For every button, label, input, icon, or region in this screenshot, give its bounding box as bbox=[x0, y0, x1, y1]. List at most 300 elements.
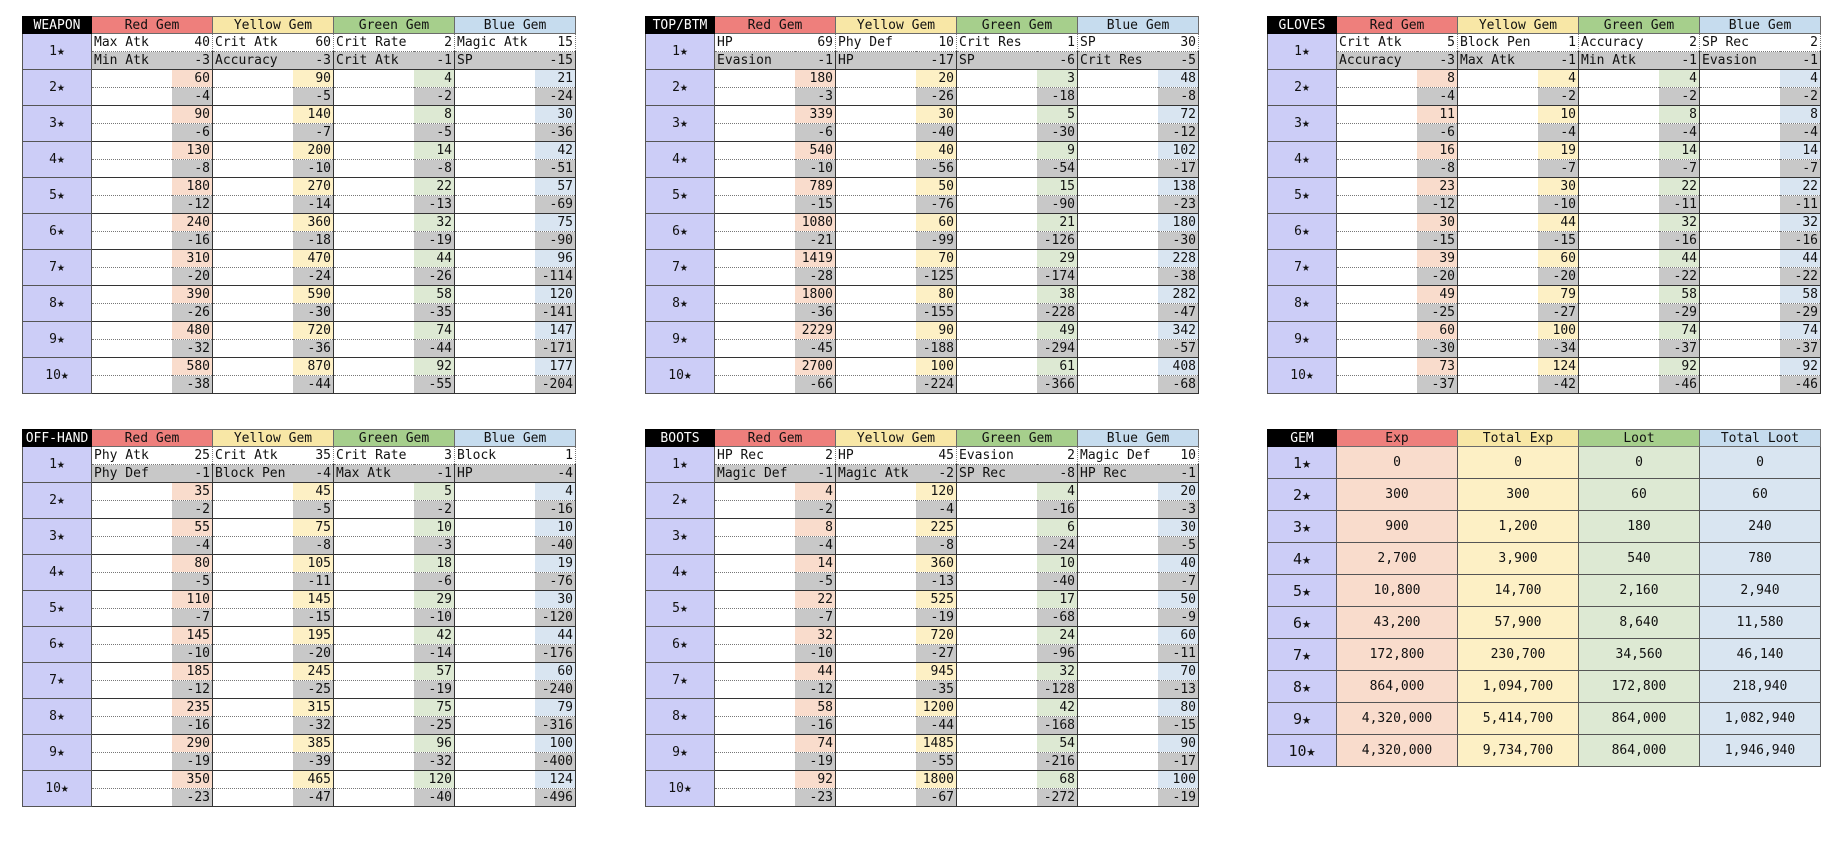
stat-name bbox=[1700, 124, 1780, 142]
stat-name bbox=[455, 178, 535, 196]
stat-penalty-value: -46 bbox=[1659, 376, 1700, 394]
stat-penalty-value: -21 bbox=[795, 232, 836, 250]
stat-name bbox=[715, 627, 795, 645]
stat-penalty-value: -8 bbox=[172, 160, 213, 178]
stat-penalty-value: -11 bbox=[1780, 196, 1821, 214]
stat-name bbox=[455, 250, 535, 268]
gem-value-cell: 300 bbox=[1337, 479, 1458, 511]
stat-name bbox=[1579, 196, 1659, 214]
stat-name: Min Atk bbox=[92, 52, 172, 70]
stat-bonus-value: 17 bbox=[1037, 591, 1078, 609]
stat-penalty-value: -19 bbox=[795, 753, 836, 771]
stat-name bbox=[957, 771, 1037, 789]
stat-bonus-value: 2 bbox=[1037, 447, 1078, 465]
stat-name bbox=[715, 519, 795, 537]
stat-name bbox=[455, 699, 535, 717]
stat-name bbox=[92, 699, 172, 717]
stat-name bbox=[455, 663, 535, 681]
table-row bbox=[23, 555, 576, 573]
stat-name bbox=[957, 627, 1037, 645]
stat-penalty-value: -5 bbox=[293, 88, 334, 106]
stat-name bbox=[715, 663, 795, 681]
table-row bbox=[1268, 671, 1821, 703]
stat-name bbox=[836, 591, 916, 609]
stat-name: HP Rec bbox=[1078, 465, 1158, 483]
stat-name bbox=[1337, 214, 1417, 232]
stat-penalty-value: -26 bbox=[916, 88, 957, 106]
gem-value-cell: 218,940 bbox=[1700, 671, 1821, 703]
stat-name bbox=[213, 699, 293, 717]
stat-penalty-value: -4 bbox=[795, 537, 836, 555]
stat-bonus-value: 79 bbox=[535, 699, 576, 717]
stat-name bbox=[1078, 178, 1158, 196]
gem-color-header: Green Gem bbox=[334, 430, 455, 447]
stat-penalty-value: -18 bbox=[1037, 88, 1078, 106]
stat-name bbox=[213, 322, 293, 340]
table-row bbox=[23, 142, 576, 160]
stat-name bbox=[455, 573, 535, 591]
stat-penalty-value: -216 bbox=[1037, 753, 1078, 771]
stat-penalty-value: -47 bbox=[1158, 304, 1199, 322]
star-level-label: 1★ bbox=[23, 34, 92, 70]
stat-name bbox=[1700, 88, 1780, 106]
stat-name bbox=[1337, 268, 1417, 286]
stat-name bbox=[92, 771, 172, 789]
stat-name bbox=[92, 106, 172, 124]
stat-name bbox=[92, 681, 172, 699]
stat-penalty-value: -17 bbox=[916, 52, 957, 70]
stat-name bbox=[1337, 142, 1417, 160]
star-level-label: 8★ bbox=[23, 699, 92, 735]
stat-bonus-value: 147 bbox=[535, 322, 576, 340]
gem-value-cell: 14,700 bbox=[1458, 575, 1579, 607]
stat-name bbox=[213, 717, 293, 735]
stat-name bbox=[836, 124, 916, 142]
table-row bbox=[646, 358, 1199, 376]
stat-name bbox=[715, 753, 795, 771]
table-row bbox=[23, 52, 576, 70]
table-row bbox=[1268, 196, 1821, 214]
gem-value-cell: 0 bbox=[1337, 447, 1458, 479]
stat-bonus-value: 60 bbox=[172, 70, 213, 88]
stat-penalty-value: -42 bbox=[1538, 376, 1579, 394]
stat-name bbox=[334, 519, 414, 537]
stat-name bbox=[92, 214, 172, 232]
gem-color-header: Yellow Gem bbox=[1458, 17, 1579, 34]
stat-name bbox=[836, 645, 916, 663]
stat-penalty-value: -4 bbox=[1538, 124, 1579, 142]
stat-penalty-value: -1 bbox=[1538, 52, 1579, 70]
stat-penalty-value: -40 bbox=[535, 537, 576, 555]
table-row bbox=[646, 717, 1199, 735]
gem-value-cell: 57,900 bbox=[1458, 607, 1579, 639]
stat-bonus-value: 390 bbox=[172, 286, 213, 304]
stat-name bbox=[957, 124, 1037, 142]
table-row bbox=[646, 52, 1199, 70]
gem-value-cell: 1,094,700 bbox=[1458, 671, 1579, 703]
stat-bonus-value: 44 bbox=[535, 627, 576, 645]
stat-name bbox=[1078, 627, 1158, 645]
stat-name bbox=[1078, 322, 1158, 340]
stat-penalty-value: -3 bbox=[1417, 52, 1458, 70]
stat-name bbox=[455, 537, 535, 555]
table-row bbox=[23, 106, 576, 124]
stat-name bbox=[455, 519, 535, 537]
star-level-label: 7★ bbox=[23, 663, 92, 699]
stat-bonus-value: 44 bbox=[795, 663, 836, 681]
stat-bonus-value: 42 bbox=[414, 627, 455, 645]
stat-name bbox=[92, 376, 172, 394]
table-row bbox=[646, 573, 1199, 591]
stat-bonus-value: 75 bbox=[535, 214, 576, 232]
stat-name bbox=[455, 483, 535, 501]
gem-value-cell: 900 bbox=[1337, 511, 1458, 543]
table-row bbox=[646, 196, 1199, 214]
stat-bonus-value: 72 bbox=[1158, 106, 1199, 124]
star-level-label: 10★ bbox=[646, 771, 715, 807]
table-row bbox=[1268, 124, 1821, 142]
stat-bonus-value: 21 bbox=[1037, 214, 1078, 232]
stat-bonus-value: 720 bbox=[916, 627, 957, 645]
stat-bonus-value: 22 bbox=[1780, 178, 1821, 196]
stat-bonus-value: 50 bbox=[916, 178, 957, 196]
stat-name bbox=[92, 196, 172, 214]
stat-name bbox=[836, 609, 916, 627]
stat-penalty-value: -16 bbox=[1659, 232, 1700, 250]
stat-name bbox=[213, 250, 293, 268]
table-row bbox=[23, 501, 576, 519]
gem-value-cell: 300 bbox=[1458, 479, 1579, 511]
stat-name bbox=[455, 735, 535, 753]
stat-name bbox=[455, 717, 535, 735]
stat-penalty-value: -12 bbox=[172, 681, 213, 699]
stat-name bbox=[1458, 286, 1538, 304]
stat-name bbox=[334, 753, 414, 771]
stat-penalty-value: -16 bbox=[795, 717, 836, 735]
stat-penalty-value: -28 bbox=[795, 268, 836, 286]
stat-penalty-value: -27 bbox=[916, 645, 957, 663]
gem-table-title: GEM bbox=[1268, 430, 1337, 447]
stat-name: SP bbox=[1078, 34, 1158, 52]
stat-name bbox=[213, 304, 293, 322]
stat-bonus-value: 180 bbox=[1158, 214, 1199, 232]
stat-penalty-value: -29 bbox=[1659, 304, 1700, 322]
stat-bonus-value: 138 bbox=[1158, 178, 1199, 196]
stat-name bbox=[1700, 286, 1780, 304]
stat-name bbox=[1579, 106, 1659, 124]
stat-name bbox=[715, 555, 795, 573]
equip-slot-title: OFF-HAND bbox=[23, 430, 92, 447]
stat-bonus-value: 270 bbox=[293, 178, 334, 196]
stat-name bbox=[1337, 250, 1417, 268]
stat-bonus-value: 32 bbox=[1659, 214, 1700, 232]
table-row bbox=[646, 591, 1199, 609]
stat-penalty-value: -9 bbox=[1158, 609, 1199, 627]
stat-bonus-value: 80 bbox=[1158, 699, 1199, 717]
stat-name bbox=[1078, 753, 1158, 771]
stat-penalty-value: -7 bbox=[1158, 573, 1199, 591]
stat-name bbox=[1337, 124, 1417, 142]
stat-name bbox=[1078, 160, 1158, 178]
stat-bonus-value: 1800 bbox=[916, 771, 957, 789]
stat-name bbox=[957, 196, 1037, 214]
stat-bonus-value: 92 bbox=[795, 771, 836, 789]
star-level-label: 5★ bbox=[1268, 575, 1337, 607]
stat-name bbox=[455, 88, 535, 106]
stat-penalty-value: -96 bbox=[1037, 645, 1078, 663]
stat-name bbox=[334, 555, 414, 573]
stat-bonus-value: 102 bbox=[1158, 142, 1199, 160]
stat-name bbox=[957, 304, 1037, 322]
gem-color-header: Green Gem bbox=[1579, 17, 1700, 34]
table-row bbox=[23, 304, 576, 322]
stat-name bbox=[836, 699, 916, 717]
stat-bonus-value: 185 bbox=[172, 663, 213, 681]
stat-penalty-value: -44 bbox=[414, 340, 455, 358]
stat-bonus-value: 60 bbox=[1158, 627, 1199, 645]
gem-value-cell: 60 bbox=[1700, 479, 1821, 511]
stat-bonus-value: 73 bbox=[1417, 358, 1458, 376]
stat-name bbox=[1458, 322, 1538, 340]
stat-bonus-value: 80 bbox=[172, 555, 213, 573]
stat-bonus-value: 4 bbox=[535, 483, 576, 501]
table-row bbox=[1268, 52, 1821, 70]
stat-bonus-value: 15 bbox=[535, 34, 576, 52]
stat-name bbox=[92, 735, 172, 753]
stat-bonus-value: 1800 bbox=[795, 286, 836, 304]
stat-name bbox=[1078, 106, 1158, 124]
stat-name bbox=[1337, 304, 1417, 322]
stat-name bbox=[92, 663, 172, 681]
stat-bonus-value: 60 bbox=[1417, 322, 1458, 340]
star-level-label: 1★ bbox=[1268, 447, 1337, 479]
stat-bonus-value: 124 bbox=[1538, 358, 1579, 376]
stat-penalty-value: -30 bbox=[1417, 340, 1458, 358]
table-row bbox=[646, 681, 1199, 699]
equip-gem-table bbox=[645, 429, 1199, 807]
stat-name bbox=[92, 555, 172, 573]
stat-penalty-value: -37 bbox=[1659, 340, 1700, 358]
gem-progression-panel bbox=[1267, 429, 1821, 767]
stat-penalty-value: -8 bbox=[1158, 88, 1199, 106]
gem-color-header: Red Gem bbox=[92, 17, 213, 34]
stat-bonus-value: 30 bbox=[916, 106, 957, 124]
stat-penalty-value: -14 bbox=[293, 196, 334, 214]
stat-bonus-value: 480 bbox=[172, 322, 213, 340]
stat-name bbox=[455, 214, 535, 232]
stat-name bbox=[957, 250, 1037, 268]
stat-name bbox=[334, 645, 414, 663]
stat-bonus-value: 70 bbox=[1158, 663, 1199, 681]
stat-bonus-value: 11 bbox=[1417, 106, 1458, 124]
stat-penalty-value: -16 bbox=[1037, 501, 1078, 519]
stat-name bbox=[92, 483, 172, 501]
stat-name bbox=[957, 753, 1037, 771]
stat-name bbox=[92, 286, 172, 304]
table-row bbox=[23, 232, 576, 250]
gem-color-header: Yellow Gem bbox=[836, 430, 957, 447]
gem-value-cell: 240 bbox=[1700, 511, 1821, 543]
stat-bonus-value: 60 bbox=[293, 34, 334, 52]
stat-bonus-value: 870 bbox=[293, 358, 334, 376]
stat-bonus-value: 590 bbox=[293, 286, 334, 304]
stat-name bbox=[334, 286, 414, 304]
stat-name bbox=[455, 627, 535, 645]
stat-penalty-value: -128 bbox=[1037, 681, 1078, 699]
stat-name: Crit Res bbox=[1078, 52, 1158, 70]
table-row bbox=[646, 160, 1199, 178]
stat-name bbox=[1458, 250, 1538, 268]
stat-penalty-value: -16 bbox=[1780, 232, 1821, 250]
table-row bbox=[23, 663, 576, 681]
stat-name: Evasion bbox=[1700, 52, 1780, 70]
stat-name: Crit Atk bbox=[213, 34, 293, 52]
stat-name bbox=[836, 376, 916, 394]
stat-name bbox=[836, 160, 916, 178]
stat-penalty-value: -7 bbox=[1538, 160, 1579, 178]
stat-penalty-value: -12 bbox=[795, 681, 836, 699]
stat-name bbox=[715, 106, 795, 124]
gem-color-header: Red Gem bbox=[92, 430, 213, 447]
star-level-label: 4★ bbox=[23, 555, 92, 591]
stat-name bbox=[334, 268, 414, 286]
stat-name bbox=[92, 645, 172, 663]
table-row bbox=[1268, 639, 1821, 671]
stat-penalty-value: -40 bbox=[414, 789, 455, 807]
stat-name bbox=[455, 196, 535, 214]
stat-penalty-value: -155 bbox=[916, 304, 957, 322]
stat-name bbox=[92, 340, 172, 358]
stat-bonus-value: 124 bbox=[535, 771, 576, 789]
gem-value-cell: 2,700 bbox=[1337, 543, 1458, 575]
stat-name bbox=[92, 627, 172, 645]
stat-name bbox=[334, 789, 414, 807]
stat-penalty-value: -44 bbox=[293, 376, 334, 394]
stat-name bbox=[1078, 70, 1158, 88]
stat-penalty-value: -10 bbox=[172, 645, 213, 663]
stat-penalty-value: -176 bbox=[535, 645, 576, 663]
stat-bonus-value: 75 bbox=[293, 519, 334, 537]
table-row bbox=[1268, 232, 1821, 250]
stat-bonus-value: 90 bbox=[1158, 735, 1199, 753]
stat-name bbox=[836, 771, 916, 789]
table-row bbox=[1268, 34, 1821, 52]
gem-value-cell: 11,580 bbox=[1700, 607, 1821, 639]
gem-value-cell: 230,700 bbox=[1458, 639, 1579, 671]
stat-penalty-value: -3 bbox=[172, 52, 213, 70]
stat-penalty-value: -6 bbox=[1417, 124, 1458, 142]
stat-name bbox=[957, 214, 1037, 232]
stat-penalty-value: -4 bbox=[916, 501, 957, 519]
stat-name bbox=[1078, 573, 1158, 591]
stat-penalty-value: -5 bbox=[414, 124, 455, 142]
stat-name bbox=[1579, 178, 1659, 196]
stat-penalty-value: -366 bbox=[1037, 376, 1078, 394]
gem-value-cell: 0 bbox=[1579, 447, 1700, 479]
equip-table-panel bbox=[645, 429, 1199, 807]
stat-penalty-value: -240 bbox=[535, 681, 576, 699]
stat-penalty-value: -4 bbox=[1780, 124, 1821, 142]
stat-name bbox=[455, 322, 535, 340]
table-row bbox=[1268, 286, 1821, 304]
stat-penalty-value: -66 bbox=[795, 376, 836, 394]
stat-penalty-value: -17 bbox=[1158, 160, 1199, 178]
stat-name bbox=[957, 483, 1037, 501]
gem-value-cell: 2,940 bbox=[1700, 575, 1821, 607]
stat-penalty-value: -7 bbox=[795, 609, 836, 627]
stat-penalty-value: -5 bbox=[795, 573, 836, 591]
table-row bbox=[646, 376, 1199, 394]
stat-bonus-value: 1080 bbox=[795, 214, 836, 232]
stat-bonus-value: 540 bbox=[795, 142, 836, 160]
stat-bonus-value: 96 bbox=[535, 250, 576, 268]
stat-bonus-value: 5 bbox=[414, 483, 455, 501]
stat-name: Max Atk bbox=[92, 34, 172, 52]
stat-name bbox=[213, 789, 293, 807]
star-level-label: 9★ bbox=[646, 735, 715, 771]
stat-name: Crit Atk bbox=[334, 52, 414, 70]
equip-slot-title: TOP/BTM bbox=[646, 17, 715, 34]
stat-name bbox=[715, 88, 795, 106]
stat-name bbox=[213, 124, 293, 142]
stat-bonus-value: 5 bbox=[1417, 34, 1458, 52]
star-level-label: 6★ bbox=[1268, 607, 1337, 639]
stat-name bbox=[334, 771, 414, 789]
stat-name bbox=[334, 322, 414, 340]
stat-bonus-value: 19 bbox=[1538, 142, 1579, 160]
stat-bonus-value: 90 bbox=[916, 322, 957, 340]
table-row bbox=[23, 124, 576, 142]
stat-penalty-value: -8 bbox=[293, 537, 334, 555]
gem-value-cell: 43,200 bbox=[1337, 607, 1458, 639]
stat-bonus-value: 1 bbox=[1538, 34, 1579, 52]
stat-penalty-value: -10 bbox=[414, 609, 455, 627]
star-level-label: 7★ bbox=[23, 250, 92, 286]
stat-name bbox=[334, 160, 414, 178]
stat-name bbox=[1579, 322, 1659, 340]
stat-name: SP Rec bbox=[957, 465, 1037, 483]
table-row bbox=[23, 699, 576, 717]
stat-name bbox=[836, 178, 916, 196]
stat-penalty-value: -120 bbox=[535, 609, 576, 627]
stat-name bbox=[1337, 376, 1417, 394]
stat-name bbox=[1078, 214, 1158, 232]
stat-bonus-value: 3 bbox=[1037, 70, 1078, 88]
stat-bonus-value: 245 bbox=[293, 663, 334, 681]
stat-name bbox=[1078, 717, 1158, 735]
table-row bbox=[23, 178, 576, 196]
stat-name bbox=[1458, 106, 1538, 124]
stat-name bbox=[92, 304, 172, 322]
stat-name: Evasion bbox=[715, 52, 795, 70]
stat-name bbox=[957, 340, 1037, 358]
stat-name bbox=[455, 268, 535, 286]
stat-penalty-value: -3 bbox=[414, 537, 455, 555]
stat-name bbox=[334, 376, 414, 394]
stat-penalty-value: -20 bbox=[172, 268, 213, 286]
stat-penalty-value: -30 bbox=[293, 304, 334, 322]
stat-name bbox=[455, 70, 535, 88]
stat-name: HP bbox=[836, 52, 916, 70]
gem-color-header: Green Gem bbox=[957, 430, 1078, 447]
stat-bonus-value: 145 bbox=[293, 591, 334, 609]
stat-penalty-value: -17 bbox=[1158, 753, 1199, 771]
stat-bonus-value: 32 bbox=[1780, 214, 1821, 232]
stat-penalty-value: -23 bbox=[795, 789, 836, 807]
stat-bonus-value: 18 bbox=[414, 555, 455, 573]
star-level-label: 9★ bbox=[646, 322, 715, 358]
gem-value-cell: 1,946,940 bbox=[1700, 735, 1821, 767]
